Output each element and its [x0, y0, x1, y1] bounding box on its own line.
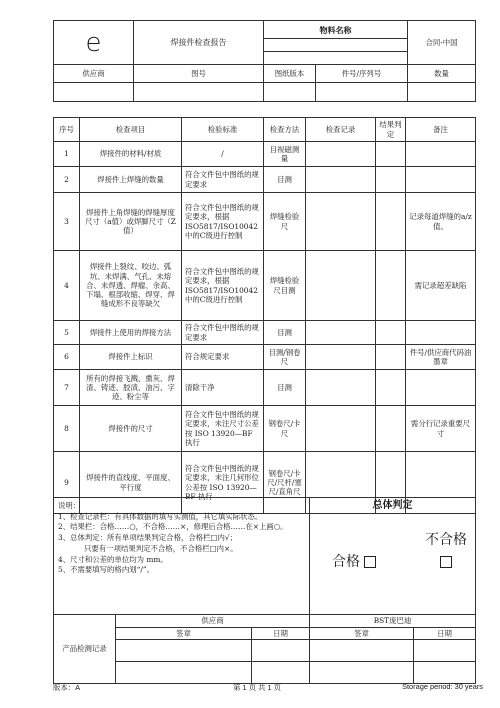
- row-method: 目测: [264, 167, 306, 193]
- row-item: 焊接件上角焊缝的焊缝厚度尺寸（a值）或焊脚尺寸（Z值）: [80, 193, 182, 251]
- th-standard: 检验标准: [182, 118, 264, 142]
- row-result[interactable]: [376, 142, 406, 167]
- row-remark: [406, 142, 476, 167]
- row-remark: [406, 167, 476, 193]
- row-method: 目测: [264, 370, 306, 406]
- record-bst: BST庞巴迪: [310, 615, 476, 628]
- row-record[interactable]: [306, 193, 376, 251]
- version-label: 版本：A: [53, 683, 81, 692]
- row-standard: /: [182, 142, 264, 167]
- table-row: [54, 406, 476, 452]
- row-no: 8: [54, 406, 80, 452]
- row-standard: 符合文件包中图纸的规定要求: [182, 167, 264, 193]
- row-result[interactable]: [376, 406, 406, 452]
- summary-table: [53, 497, 476, 684]
- row-standard: 符合文件包中图纸的规定要求，未注尺寸公差按 ISO 13920—BF 执行: [182, 406, 264, 452]
- row-record[interactable]: [306, 142, 376, 167]
- col-drawing-version: 图纸版本: [264, 65, 316, 83]
- row-no: 4: [54, 251, 80, 321]
- th-item: 检查项目: [80, 118, 182, 142]
- row-no: 5: [54, 321, 80, 345]
- col-supplier: 供应商: [54, 65, 134, 83]
- notes-title: 说明：: [58, 501, 81, 510]
- note-line: 4、尺寸和公差的单位均为 mm。: [58, 554, 168, 564]
- pass-label: 合格: [332, 554, 360, 570]
- verdict-title: 总体判定: [310, 498, 475, 514]
- row-no: 3: [54, 193, 80, 251]
- table-header-row: [54, 118, 476, 142]
- row-item: 焊接件上裂纹、咬边、弧坑、未焊满、气孔、未熔合、未焊透、焊瘤、余高、下塌、根部收缩、焊穿、焊缝成形不良等缺欠: [80, 251, 182, 321]
- row-item: 焊接件上标识: [80, 345, 182, 370]
- supplier-sign-label: 签章: [116, 628, 252, 640]
- page-number: 第 1 页 共 1 页: [233, 683, 282, 692]
- quantity-value[interactable]: [408, 83, 476, 102]
- table-row: [54, 370, 476, 406]
- note-line: 3、总体判定：所有单项结果判定合格，合格栏□内√；: [58, 533, 237, 543]
- pass-checkbox[interactable]: [364, 556, 376, 568]
- row-remark: 需记录超差缺陷: [406, 251, 476, 321]
- row-result[interactable]: [376, 321, 406, 345]
- row-item: 所有的焊接飞溅、熏灰、焊渣、铸迹、胶渍、油污、字迹、粉尘等: [80, 370, 182, 406]
- company-logo: [54, 21, 134, 65]
- th-no: 序号: [54, 118, 80, 142]
- header-table: [53, 20, 476, 102]
- note-line: 2、结果栏：合格……○，不合格……×，修理后合格……在×上画○。: [58, 522, 288, 532]
- fail-option[interactable]: [425, 532, 467, 568]
- row-record[interactable]: [306, 345, 376, 370]
- row-record[interactable]: [306, 251, 376, 321]
- drawing-no-value[interactable]: [134, 83, 264, 102]
- row-no: 6: [54, 345, 80, 370]
- supplier-value[interactable]: [54, 83, 134, 102]
- th-result: 结果判定: [376, 118, 406, 142]
- row-method: 钢卷尺/卡尺: [264, 406, 306, 452]
- th-remark: 备注: [406, 118, 476, 142]
- fail-label: 不合格: [425, 532, 467, 548]
- row-no: 9: [54, 452, 80, 514]
- row-method: 焊缝检验尺: [264, 193, 306, 251]
- logo-glyph: e: [85, 27, 102, 58]
- row-record[interactable]: [306, 370, 376, 406]
- row-remark: [406, 370, 476, 406]
- material-name-label: 物料名称: [264, 21, 408, 39]
- row-method: 焊缝检验尺目测: [264, 251, 306, 321]
- row-remark: 记录每道焊缝的a/z值。: [406, 193, 476, 251]
- th-record: 检查记录: [306, 118, 376, 142]
- verdict-section: [310, 498, 476, 615]
- note-line: 只要有一项结果判定不合格，不合格栏□内×。: [84, 543, 238, 553]
- row-standard: 符合文件包中图纸的规定要求，根据ISO5817/ISO10042中的C级进行控制: [182, 193, 264, 251]
- table-row: [54, 345, 476, 370]
- row-method: 目视磁测量: [264, 142, 306, 167]
- table-row: [54, 321, 476, 345]
- record-supplier: 供应商: [116, 615, 310, 628]
- row-result[interactable]: [376, 370, 406, 406]
- note-line: 1、检查记录栏：有具体数据的填写实测值，其它填实际状态。: [58, 511, 263, 521]
- part-serial-value[interactable]: [316, 83, 408, 102]
- col-drawing-no: 图号: [134, 65, 264, 83]
- supplier-date-label: 日期: [252, 628, 310, 640]
- fail-checkbox[interactable]: [440, 556, 452, 568]
- supplier-date-value[interactable]: [252, 640, 310, 662]
- bst-date-value[interactable]: [414, 640, 476, 662]
- storage-period: Storage period: 30 years: [402, 682, 483, 691]
- inspection-table: [53, 117, 476, 514]
- row-result[interactable]: [376, 251, 406, 321]
- row-method: 目测/钢卷尺: [264, 345, 306, 370]
- table-row: [54, 167, 476, 193]
- row-record[interactable]: [306, 167, 376, 193]
- row-item: 焊接件的材料/材质: [80, 142, 182, 167]
- row-item: 焊接件的直线度、平面度、平行度: [80, 452, 182, 514]
- col-quantity: 数量: [408, 65, 476, 83]
- row-result[interactable]: [376, 167, 406, 193]
- record-label: 产品检测记录: [54, 615, 116, 684]
- row-standard: 符合文件包中图纸的规定要求，未注几何形位公差按 ISO 13920—BF 执行: [182, 452, 264, 514]
- row-result[interactable]: [376, 345, 406, 370]
- row-method: 目测: [264, 321, 306, 345]
- row-standard: 符合文件包中图纸的规定要求，根据ISO5817/ISO10042中的C级进行控制: [182, 251, 264, 321]
- row-record[interactable]: [306, 321, 376, 345]
- row-item: 焊接件上焊缝的数量: [80, 167, 182, 193]
- material-name-value[interactable]: [264, 39, 408, 52]
- pass-option[interactable]: [332, 554, 376, 572]
- contract-label: 合同-中国: [408, 21, 476, 65]
- row-result[interactable]: [376, 193, 406, 251]
- th-method: 检查方法: [264, 118, 306, 142]
- row-remark: [406, 321, 476, 345]
- row-remark: 件号/供应商代码油墨章: [406, 345, 476, 370]
- row-no: 7: [54, 370, 80, 406]
- bst-sign-value-2[interactable]: [310, 662, 414, 684]
- row-remark: 需分行记录重要尺寸: [406, 406, 476, 452]
- row-standard: 符合文件包中图纸的规定要求: [182, 321, 264, 345]
- table-row: [54, 193, 476, 251]
- row-no: 1: [54, 142, 80, 167]
- row-standard: 清除干净: [182, 370, 264, 406]
- bst-date-value-2[interactable]: [414, 662, 476, 684]
- supplier-sign-value[interactable]: [116, 640, 252, 662]
- drawing-version-value[interactable]: [264, 83, 316, 102]
- bst-date-label: 日期: [414, 628, 476, 640]
- note-line: 5、不需要填写的格内划“/”。: [58, 565, 155, 575]
- row-no: 2: [54, 167, 80, 193]
- table-row: [54, 251, 476, 321]
- col-part-serial: 件号/序列号: [316, 65, 408, 83]
- supplier-sign-value-2[interactable]: [116, 662, 252, 684]
- supplier-date-value-2[interactable]: [252, 662, 310, 684]
- row-item: 焊接件的尺寸: [80, 406, 182, 452]
- report-title: 焊接件检查报告: [134, 21, 264, 65]
- notes-section: [54, 498, 310, 615]
- bst-sign-value[interactable]: [310, 640, 414, 662]
- material-name-value-2[interactable]: [264, 52, 408, 65]
- table-row: [54, 142, 476, 167]
- row-record[interactable]: [306, 406, 376, 452]
- row-item: 焊接件上使用的焊接方法: [80, 321, 182, 345]
- bst-sign-label: 签章: [310, 628, 414, 640]
- verdict-options: [310, 514, 475, 614]
- row-standard: 符合规定要求: [182, 345, 264, 370]
- row-method: 钢卷尺/卡尺/尺杆/塞尺/直角尺: [264, 452, 306, 514]
